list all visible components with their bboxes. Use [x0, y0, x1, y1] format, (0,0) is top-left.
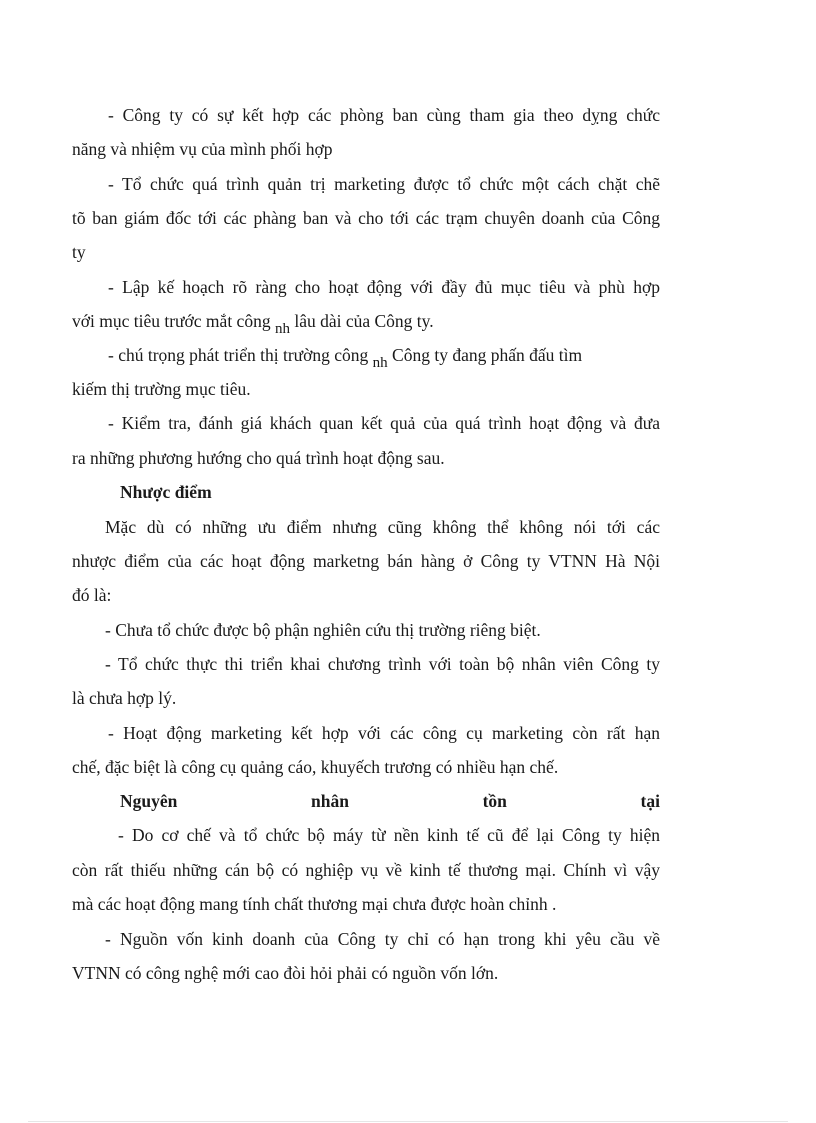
line-text: lâu dài của Công ty.	[289, 311, 434, 331]
paragraph-line: nhược điểm của các hoạt động marketng bán hàng ở Công ty VTNN Hà Nội	[72, 551, 660, 571]
paragraph-line: đó là:	[72, 585, 112, 605]
line-text: - chú trọng phát triển thị trường công	[108, 345, 373, 365]
section-heading: Nhược điểm	[120, 482, 212, 502]
paragraph-line: kiếm thị trường mục tiêu.	[72, 379, 251, 399]
paragraph-line	[108, 338, 660, 374]
paragraph-line: năng và nhiệm vụ của mình phối hợp	[72, 139, 333, 159]
paragraph-line: - Kiểm tra, đánh giá khách quan kết quả của quá trình hoạt động và đưa	[108, 413, 660, 433]
subscript-text: nh	[274, 321, 290, 337]
paragraph-line: còn rất thiếu những cán bộ có nghiệp vụ về kinh tế thương mại. Chính vì vậy	[72, 860, 660, 880]
paragraph-line: - Hoạt động marketing kết hợp với các công cụ marketing còn rất hạn	[108, 723, 660, 743]
paragraph-line: tõ ban giám đốc tới các phàng ban và cho tới các trạm chuyên doanh của Công	[72, 208, 660, 228]
paragraph-line	[72, 304, 660, 340]
paragraph-line: VTNN có công nghệ mới cao đòi hỏi phải có nguồn vốn lớn.	[72, 963, 499, 983]
section-heading: Nguyên nhân tồn tại	[120, 791, 660, 811]
paragraph-line: - Nguồn vốn kinh doanh của Công ty chỉ có hạn trong khi yêu cầu về	[105, 929, 660, 949]
page-bottom-edge	[28, 1121, 788, 1122]
line-text: với mục tiêu trước mắt công	[72, 311, 275, 331]
paragraph-line: - Tổ chức thực thi triển khai chương trình với toàn bộ nhân viên Công ty	[105, 654, 660, 674]
paragraph-line: - Tổ chức quá trình quản trị marketing được tổ chức một cách chặt chẽ	[108, 174, 660, 194]
paragraph-line: - Do cơ chế và tổ chức bộ máy từ nền kinh tế cũ để lại Công ty hiện	[118, 825, 660, 845]
paragraph-line: - Công ty có sự kết hợp các phòng ban cùng tham gia theo dỵng chức	[108, 105, 660, 125]
paragraph-line: mà các hoạt động mang tính chất thương mại chưa được hoàn chỉnh .	[72, 894, 557, 914]
subscript-text: nh	[372, 355, 388, 371]
line-text: Công ty đang phấn đấu tìm	[387, 345, 583, 365]
paragraph-line: ra những phương hướng cho quá trình hoạt động sau.	[72, 448, 445, 468]
paragraph-line: ty	[72, 242, 86, 262]
paragraph-line: - Chưa tổ chức được bộ phận nghiên cứu thị trường riêng biệt.	[105, 620, 541, 640]
paragraph-line: là chưa hợp lý.	[72, 688, 177, 708]
paragraph-line: chế, đặc biệt là công cụ quảng cáo, khuyếch trương có nhiều hạn chế.	[72, 757, 559, 777]
paragraph-line: Mặc dù có những ưu điểm nhưng cũng không thể không nói tới các	[105, 517, 660, 537]
paragraph-line: - Lập kế hoạch rõ ràng cho hoạt động với đầy đủ mục tiêu và phù hợp	[108, 277, 660, 297]
